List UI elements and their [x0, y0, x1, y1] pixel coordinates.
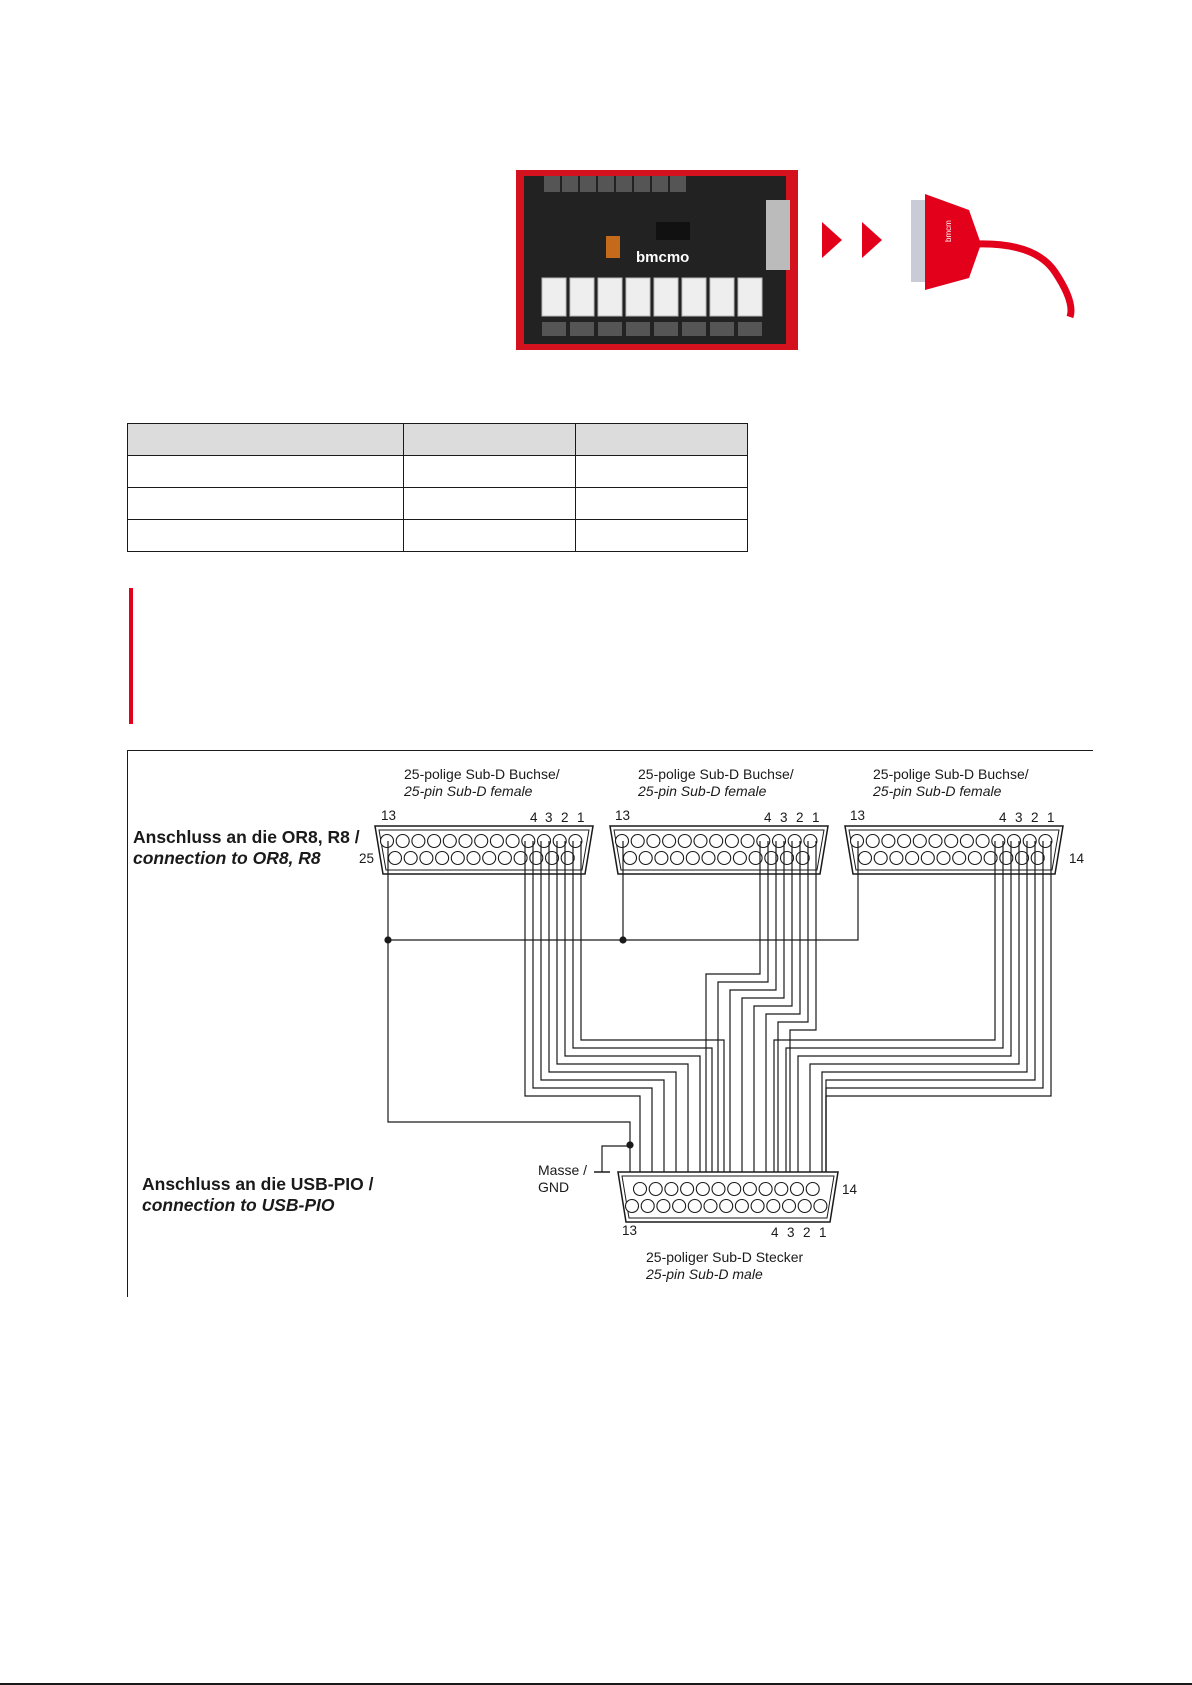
pin-number: 3 [787, 1225, 795, 1240]
connector-title-de: 25-poliger Sub-D Stecker [646, 1249, 804, 1265]
relay-board-photo [516, 170, 798, 354]
arrow-right-icon [822, 222, 842, 258]
pin-number: 1 [812, 810, 820, 825]
pin-number: 3 [1015, 810, 1023, 825]
table-row [128, 456, 748, 488]
connector-title-en: 25-pin Sub-D female [638, 783, 767, 799]
cable-brand: bmcm [944, 220, 953, 242]
pin-number: 2 [1031, 810, 1039, 825]
pin-number: 2 [803, 1225, 811, 1240]
table-header-row [128, 424, 748, 456]
table-cell [128, 520, 404, 552]
pin-number: 3 [780, 810, 788, 825]
pin-number: 4 [771, 1225, 779, 1240]
gnd-label-de: Masse / [538, 1162, 588, 1178]
note-accent-bar [129, 588, 133, 724]
pin-number: 1 [577, 810, 585, 825]
connector-shell [911, 200, 925, 282]
table-cell [404, 520, 576, 552]
diagram-frame [127, 750, 1093, 1297]
connector-hood [925, 194, 981, 290]
connector-title-de: 25-polige Sub-D Buchse/ [638, 766, 794, 782]
pin-number: 1 [819, 1225, 827, 1240]
inductor [606, 236, 620, 258]
pin-number: 1 [1047, 810, 1055, 825]
connector-title-en: 25-pin Sub-D female [873, 783, 1002, 799]
table-row [128, 520, 748, 552]
board-brand: bmcmo [636, 249, 690, 266]
gnd-label-en: GND [538, 1179, 570, 1195]
pin-number: 4 [530, 810, 538, 825]
table-cell [404, 488, 576, 520]
pin-number: 2 [796, 810, 804, 825]
db25-connector [766, 200, 790, 270]
cable [975, 244, 1071, 317]
table-cell [576, 488, 748, 520]
table-cell [404, 456, 576, 488]
pin-number: 14 [1069, 851, 1085, 866]
spec-table [127, 423, 748, 552]
table-header-cell [404, 424, 576, 456]
arrow-icons [820, 220, 890, 260]
pin-number: 13 [381, 808, 397, 823]
pin-number: 4 [999, 810, 1007, 825]
usb-connection-label-de: Anschluss an die USB-PIO / [142, 1174, 374, 1194]
table-header-cell [128, 424, 404, 456]
table-header-cell [576, 424, 748, 456]
table-cell [576, 520, 748, 552]
connector-title-en: 25-pin Sub-D female [404, 783, 533, 799]
pin-number: 13 [615, 808, 631, 823]
pin-number: 2 [561, 810, 569, 825]
connector-title-en: 25-pin Sub-D male [646, 1266, 763, 1282]
pin-number: 13 [622, 1223, 638, 1238]
cable-photo [905, 192, 1077, 322]
arrow-right-icon [862, 222, 882, 258]
pin-number: 3 [545, 810, 553, 825]
pin-number: 14 [842, 1182, 858, 1197]
table-row [128, 488, 748, 520]
chip [656, 222, 690, 240]
connector-title-de: 25-polige Sub-D Buchse/ [873, 766, 1029, 782]
pin-number: 13 [850, 808, 866, 823]
pin-number: 4 [764, 810, 772, 825]
usb-connection-label-en: connection to USB-PIO [142, 1195, 335, 1215]
pin-number: 25 [359, 851, 375, 866]
or8-connection-label-de: Anschluss an die OR8, R8 / [133, 827, 360, 847]
table-cell [128, 456, 404, 488]
table-cell [128, 488, 404, 520]
connector-title-de: 25-polige Sub-D Buchse/ [404, 766, 560, 782]
table-cell [576, 456, 748, 488]
or8-connection-label-en: connection to OR8, R8 [133, 848, 321, 868]
